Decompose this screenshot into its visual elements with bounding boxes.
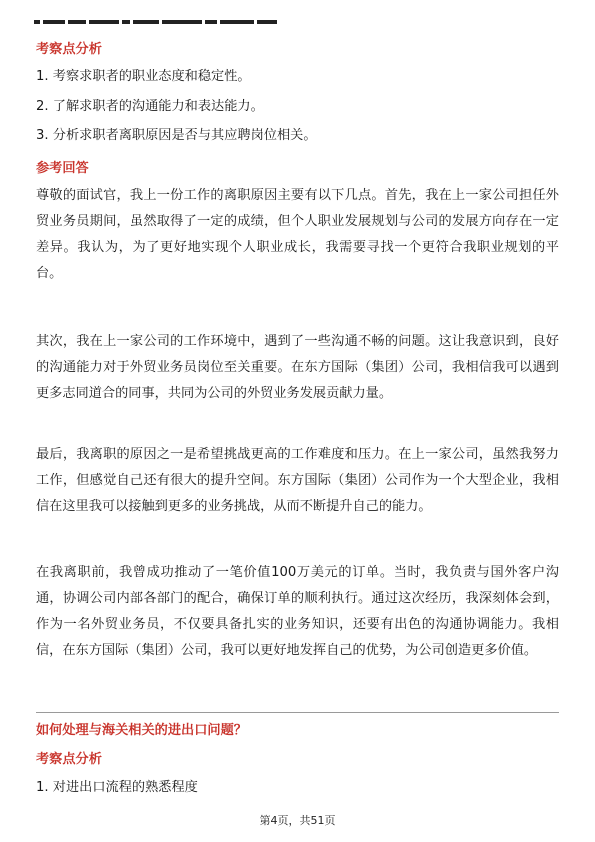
answer-paragraph-3: 最后，我离职的原因之一是希望挑战更高的工作难度和压力。在上一家公司，虽然我努力工作，但感觉自己还有很大的提升空间。东方国际（集团）公司作为一个大型企业，我相信在这里我可以接触到更多的业务挑战，从而不断提升自己的能力。 xyxy=(36,447,559,514)
answer-heading: 参考回答 xyxy=(36,161,89,176)
question-title: 如何处理与海关相关的进出口问题？ xyxy=(36,723,247,738)
cut-off-previous-line xyxy=(34,16,334,26)
next-analysis-heading: 考察点分析 xyxy=(36,752,102,767)
next-analysis-item-1: 1. 对进出口流程的熟悉程度 xyxy=(36,780,198,795)
answer-paragraph-1: 尊敬的面试官，我上一份工作的离职原因主要有以下几点。首先，我在上一家公司担任外贸业务员期间，虽然取得了一定的成绩，但个人职业发展规划与公司的发展方向存在一定差异。我认为，为了更好地实现个人职业成长，我需要寻找一个更符合我职业规划的平台。 xyxy=(36,188,559,281)
analysis-item-3: 3. 分析求职者离职原因是否与其应聘岗位相关。 xyxy=(36,128,317,143)
analysis-heading: 考察点分析 xyxy=(36,42,102,57)
answer-paragraph-2: 其次，我在上一家公司的工作环境中，遇到了一些沟通不畅的问题。这让我意识到，良好的沟通能力对于外贸业务员岗位至关重要。在东方国际（集团）公司，我相信我可以遇到更多志同道合的同事，共同为公司的外贸业务发展贡献力量。 xyxy=(36,334,559,401)
page-number: 第4页，共51页 xyxy=(259,814,336,827)
section-divider xyxy=(36,712,559,713)
analysis-item-1: 1. 考察求职者的职业态度和稳定性。 xyxy=(36,69,251,84)
answer-paragraph-4: 在我离职前，我曾成功推动了一笔价值100万美元的订单。当时，我负责与国外客户沟通，协调公司内部各部门的配合，确保订单的顺利执行。通过这次经历，我深刻体会到，作为一名外贸业务员，不仅要具备扎实的业务知识，还要有出色的沟通协调能力。我相信，在东方国际（集团）公司，我可以更好地发挥自己的优势，为公司创造更多价值。 xyxy=(36,565,559,658)
analysis-item-2: 2. 了解求职者的沟通能力和表达能力。 xyxy=(36,99,264,114)
